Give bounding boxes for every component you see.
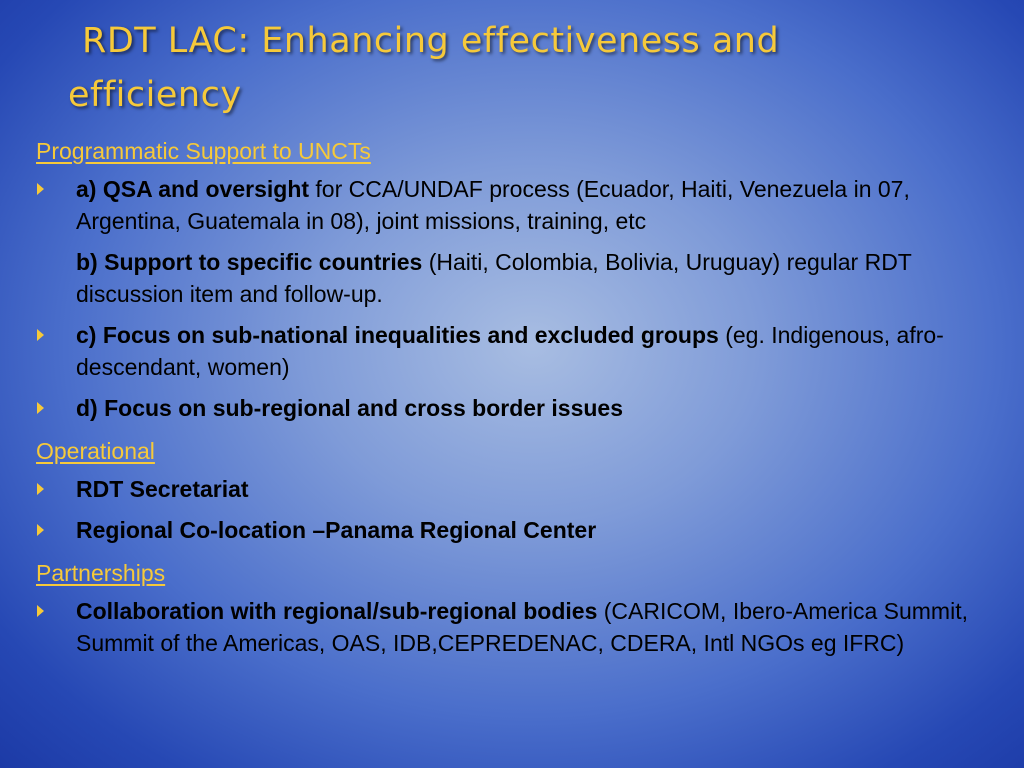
list-item-sub-national-inequalities: [36, 319, 1011, 383]
slide-title-line-1: RDT LAC: Enhancing effectiveness and: [82, 21, 780, 61]
section-heading-programmatic-support: Programmatic Support to UNCTs: [36, 138, 371, 164]
slide-title-line-2: efficiency: [68, 75, 242, 115]
section-heading-operational: Operational: [36, 438, 155, 464]
arrow-bullet-icon: [37, 329, 44, 341]
section-heading-partnerships: Partnerships: [36, 560, 166, 586]
list-item-qsa-oversight: [36, 173, 1011, 237]
list-item-cross-border: [36, 392, 1011, 424]
list-item-specific-countries: [36, 246, 1011, 310]
item-text: (eg. Indigenous, afro-descendant, women): [76, 322, 944, 380]
list-item-rdt-secretariat: [36, 473, 1011, 505]
arrow-bullet-icon: [37, 483, 44, 495]
arrow-bullet-icon: [37, 605, 44, 617]
arrow-bullet-icon: [37, 402, 44, 414]
item-text: for CCA/UNDAF process (Ecuador, Haiti, Venezuela in 07, Argentina, Guatemala in 08), joint missions, training, etc: [76, 176, 910, 234]
list-item-regional-co-location: [36, 514, 1011, 546]
list-item-collaboration: [36, 595, 1011, 659]
item-text: (Haiti, Colombia, Bolivia, Uruguay) regular RDT discussion item and follow-up.: [76, 249, 912, 307]
slide-content: [36, 133, 1011, 668]
item-text: (CARICOM, Ibero-America Summit, Summit of the Americas, OAS, IDB,CEPREDENAC, CDERA, Intl NGOs eg IFRC): [76, 598, 968, 656]
item-bold-text: RDT Secretariat: [76, 476, 249, 502]
item-bold-text: a) QSA and oversight: [76, 176, 310, 202]
item-bold-text: Regional Co-location –Panama Regional Center: [76, 517, 597, 543]
item-bold-text: c) Focus on sub-national inequalities and excluded groups: [76, 322, 719, 348]
slide-title: [68, 14, 968, 122]
arrow-bullet-icon: [37, 183, 44, 195]
arrow-bullet-icon: [37, 524, 44, 536]
item-bold-text: b) Support to specific countries: [76, 249, 423, 275]
item-bold-text: Collaboration with regional/sub-regional bodies: [76, 598, 598, 624]
item-bold-text: d) Focus on sub-regional and cross border issues: [76, 395, 623, 421]
